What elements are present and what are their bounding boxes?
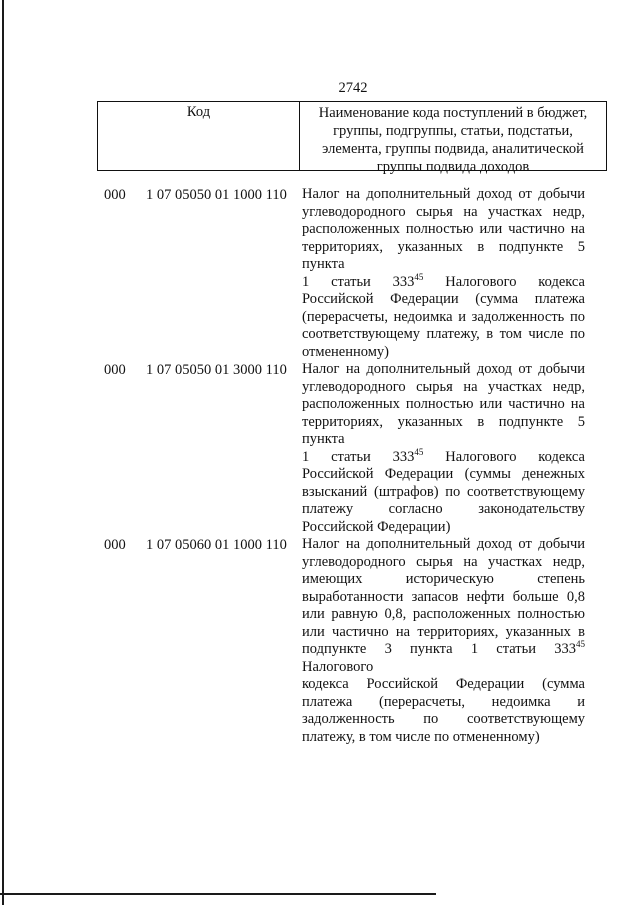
row-description-line: (перерасчеты, недоимка и задолженность по — [302, 308, 585, 325]
row-description — [302, 536, 585, 746]
row-description-line: платежа (перерасчеты, недоимка и — [302, 693, 585, 710]
row-description-line: Российской Федерации (сумма платежа — [302, 291, 585, 307]
row-description — [302, 186, 585, 361]
row-description-line: подпункте 3 пункта 1 статьи $333^{45}$ Налогового — [302, 639, 585, 675]
row-description-line: задолженность по соответствующему — [302, 711, 585, 727]
table-body — [0, 186, 640, 746]
row-description-line: территориях, указанных в подпункте 5 пункта — [302, 413, 585, 447]
superscript: 45 — [414, 271, 424, 282]
row-description-line: взысканий (штрафов) по соответствующему — [302, 483, 585, 500]
page-number: 2742 — [338, 80, 368, 96]
row-description-line: платежу, в том числе по отмененному) — [302, 728, 540, 745]
row-description-line: выработанности запасов нефти больше 0,8 — [302, 588, 585, 605]
row-description-line: 1 статьи $333^{45}$ Налогового кодекса — [302, 271, 585, 290]
row-description-line: углеводородного сырья на участках недр, — [302, 553, 585, 570]
table-row — [0, 361, 640, 536]
row-description-line: расположенных полностью или частично на — [302, 396, 585, 412]
table-row — [0, 536, 640, 746]
header-name-line: группы, подгруппы, статьи, подстатьи, — [333, 123, 573, 139]
header-code-label: Код — [186, 104, 211, 120]
row-description-line: или равную 0,8, расположенных полностью — [302, 606, 585, 622]
superscript: 45 — [576, 639, 585, 650]
header-name-line: Наименование кода поступлений в бюджет, — [318, 105, 588, 121]
table-header — [97, 101, 607, 175]
row-description-line: углеводородного сырья на участках недр, — [302, 203, 585, 220]
table-row — [0, 186, 640, 361]
row-description-line: углеводородного сырья на участках недр, — [302, 378, 585, 395]
row-revenue-code: 1 07 05060 01 1000 110 — [146, 537, 287, 553]
scan-edge-bottom — [0, 893, 436, 895]
row-description-line: кодекса Российской Федерации (сумма — [302, 676, 585, 692]
row-description-line: платежу согласно законодательству — [302, 501, 585, 517]
row-admin-code: 000 — [104, 362, 126, 378]
row-description-line: территориях, указанных в подпункте 5 пункта — [302, 238, 585, 272]
row-description-line: имеющих историческую степень — [302, 571, 585, 587]
row-description-line: отмененному) — [302, 343, 389, 360]
header-name-cell — [300, 102, 606, 175]
row-description-line: 1 статьи $333^{45}$ Налогового кодекса — [302, 446, 585, 465]
superscript: 45 — [414, 446, 424, 457]
row-admin-code: 000 — [104, 187, 126, 203]
header-name-line: группы подвида доходов — [376, 159, 530, 175]
row-description-line: Налог на дополнительный доход от добычи — [302, 186, 585, 202]
row-admin-code: 000 — [104, 537, 126, 553]
row-description-line: расположенных полностью или частично на — [302, 221, 585, 237]
row-description-line: Налог на дополнительный доход от добычи — [302, 536, 585, 552]
row-revenue-code: 1 07 05050 01 1000 110 — [146, 187, 287, 203]
row-description-line: Налог на дополнительный доход от добычи — [302, 361, 585, 377]
row-description-line: Российской Федерации) — [302, 518, 451, 535]
header-code-cell — [98, 102, 300, 170]
row-description-line: соответствующему платежу, в том числе по — [302, 326, 585, 342]
row-description-line: Российской Федерации (суммы денежных — [302, 466, 585, 482]
row-revenue-code: 1 07 05050 01 3000 110 — [146, 362, 287, 378]
header-name-line: элемента, группы подвида, аналитической — [322, 141, 584, 157]
row-description-line: или частично на территориях, указанных в — [302, 623, 585, 640]
row-description — [302, 361, 585, 536]
